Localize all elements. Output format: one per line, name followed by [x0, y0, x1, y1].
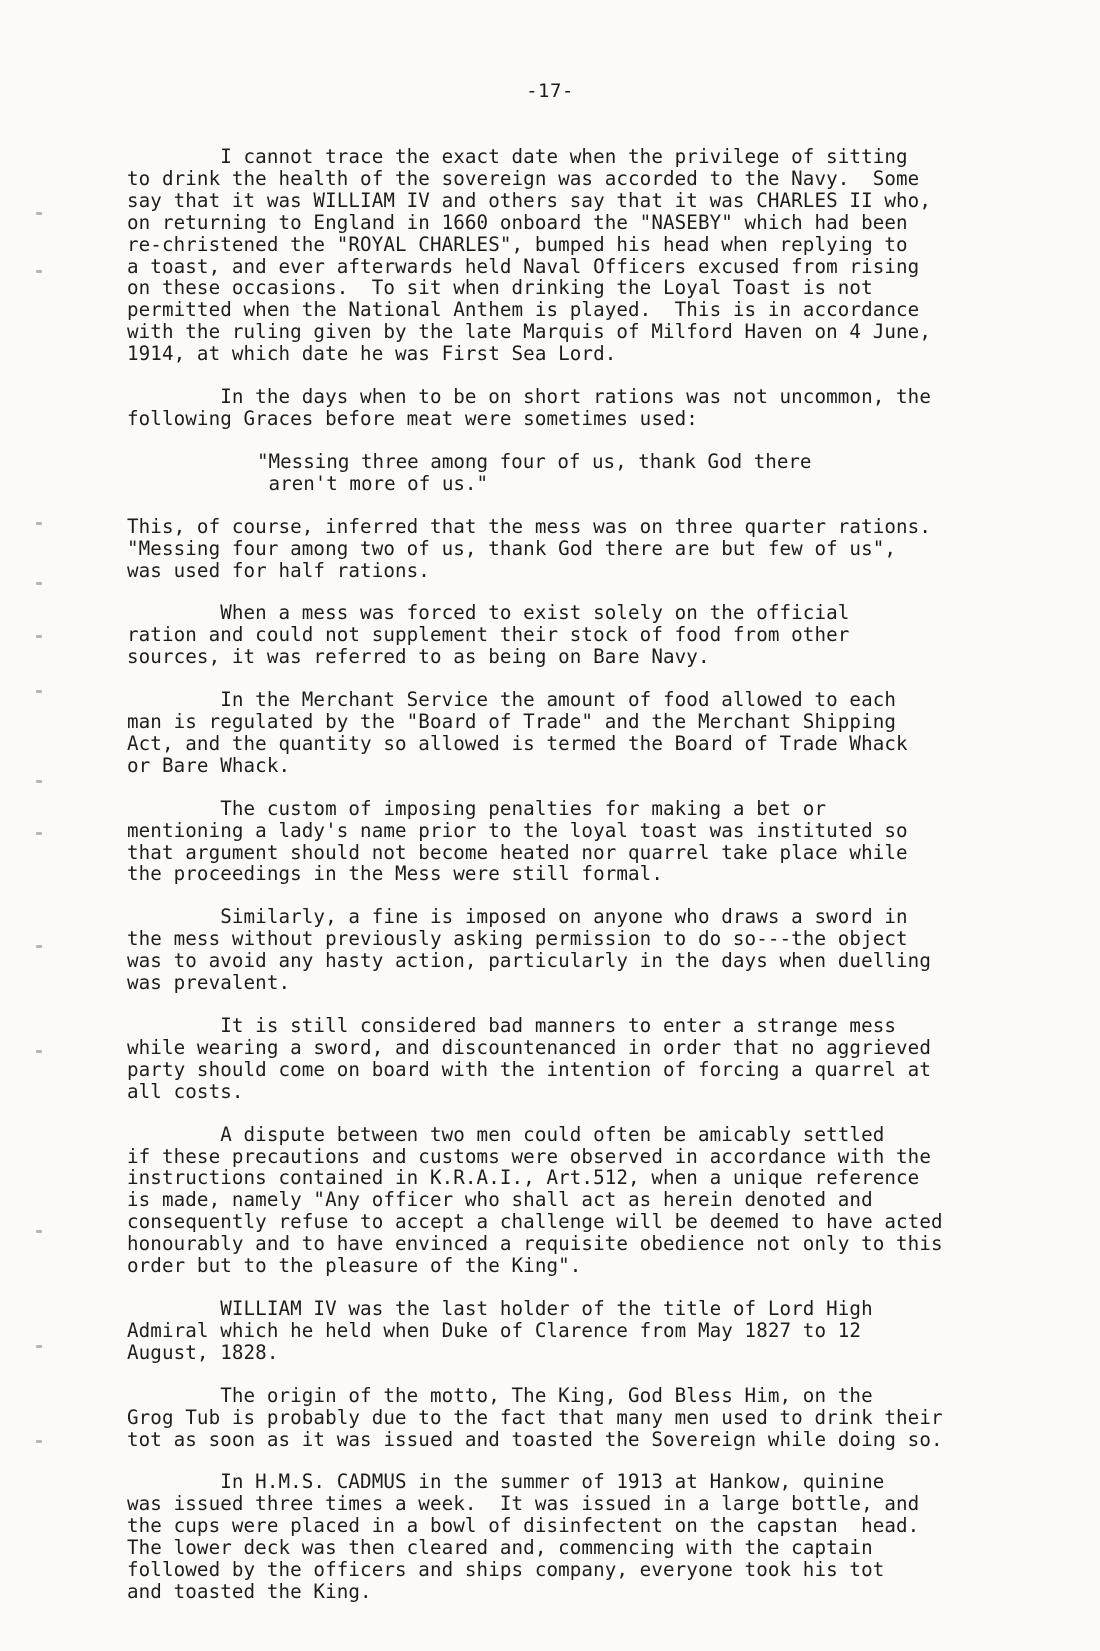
margin-mark [36, 522, 42, 525]
body-text [127, 146, 1062, 1624]
margin-mark [36, 945, 42, 948]
paragraph-half-rations: This, of course, inferred that the mess was on three quarter rations. "Messing four among two of us, thank God there are but few of us", was used for half rations. [127, 514, 931, 582]
paragraph-sword-fine: Similarly, a fine is imposed on anyone who draws a sword in the mess without previously asking permission to do so---the object was to avoid any hasty action, particularly in the days when duelling was prevalent. [127, 905, 931, 995]
margin-mark [36, 1440, 42, 1443]
paragraph-loyal-toast: I cannot trace the exact date when the privilege of sitting to drink the health of the sovereign was accorded to the Navy. Some say that it was WILLIAM IV and others say that it was CHARLES II who, on returning to England in 1660 onboard the "NASEBY" which had been re-christened the "ROYAL CHARLES", bumped his head when replying to a toast, and ever afterwards held Naval Officers excused from rising on these occasions. To sit when drinking the Loyal Toast is not permitted when the National Anthem is played. This is in accordance with the ruling given by the late Marquis of Milford Haven on 4 June, 1914, at which date he was First Sea Lord. [127, 145, 931, 366]
margin-mark [36, 780, 42, 783]
margin-mark [36, 1050, 42, 1053]
margin-mark [36, 832, 42, 835]
margin-mark [36, 212, 42, 215]
paragraph-penalties: The custom of imposing penalties for making a bet or mentioning a lady's name prior to the loyal toast was instituted so that argument should not become heated nor quarrel take place while the proceedings in the Mess were still formal. [127, 796, 908, 886]
quote-grace: "Messing three among four of us, thank God there aren't more of us." [257, 449, 812, 495]
margin-mark [36, 690, 42, 693]
paragraph-cadmus: In H.M.S. CADMUS in the summer of 1913 at Hankow, quinine was issued three times a week. It was issued in a large bottle, and the cups were placed in a bowl of disinfectent on the capstan head. The lower deck was then cleared and, commencing with the captain followed by the officers and ships company, everyone took his tot and toasted the King. [127, 1470, 920, 1603]
margin-mark [36, 1230, 42, 1233]
paragraph-bare-navy: When a mess was forced to exist solely on the official ration and could not supplement their stock of food from other sources, it was referred to as being on Bare Navy. [127, 601, 850, 669]
paragraph-merchant-service: In the Merchant Service the amount of food allowed to each man is regulated by the "Board of Trade" and the Merchant Shipping Act, and the quantity so allowed is termed the Board of Trade Whack or Bare Whack. [127, 688, 908, 777]
margin-mark [36, 635, 42, 638]
margin-mark [36, 1345, 42, 1348]
margin-mark [36, 270, 42, 273]
paragraph-grog-tub: The origin of the motto, The King, God Bless Him, on the Grog Tub is probably due to the fact that many men used to drink their tot as soon as it was issued and toasted the Sovereign while doing so. [127, 1383, 943, 1451]
paragraph-strange-mess: It is still considered bad manners to enter a strange mess while wearing a sword, and discountenanced in order that no aggrieved party should come on board with the intention of forcing a quarrel at all costs. [127, 1014, 931, 1103]
paragraph-dispute: A dispute between two men could often be amicably settled if these precautions and customs were observed in accordance with the instructions contained in K.R.A.I., Art.512, when a unique reference is made, namely "Any officer who shall act as herein denoted and consequently refuse to accept a challenge will be deemed to have acted honourably and to have envinced a requisite obedience not only to this order but to the pleasure of the King". [127, 1122, 943, 1278]
paragraph-lord-high-admiral: WILLIAM IV was the last holder of the title of Lord High Admiral which he held when Duke of Clarence from May 1827 to 12 August, 1828. [127, 1296, 873, 1364]
page-number: -17- [526, 80, 574, 102]
margin-mark [36, 582, 42, 585]
paragraph-graces: In the days when to be on short rations was not uncommon, the following Graces before meat were sometimes used: [127, 385, 931, 430]
